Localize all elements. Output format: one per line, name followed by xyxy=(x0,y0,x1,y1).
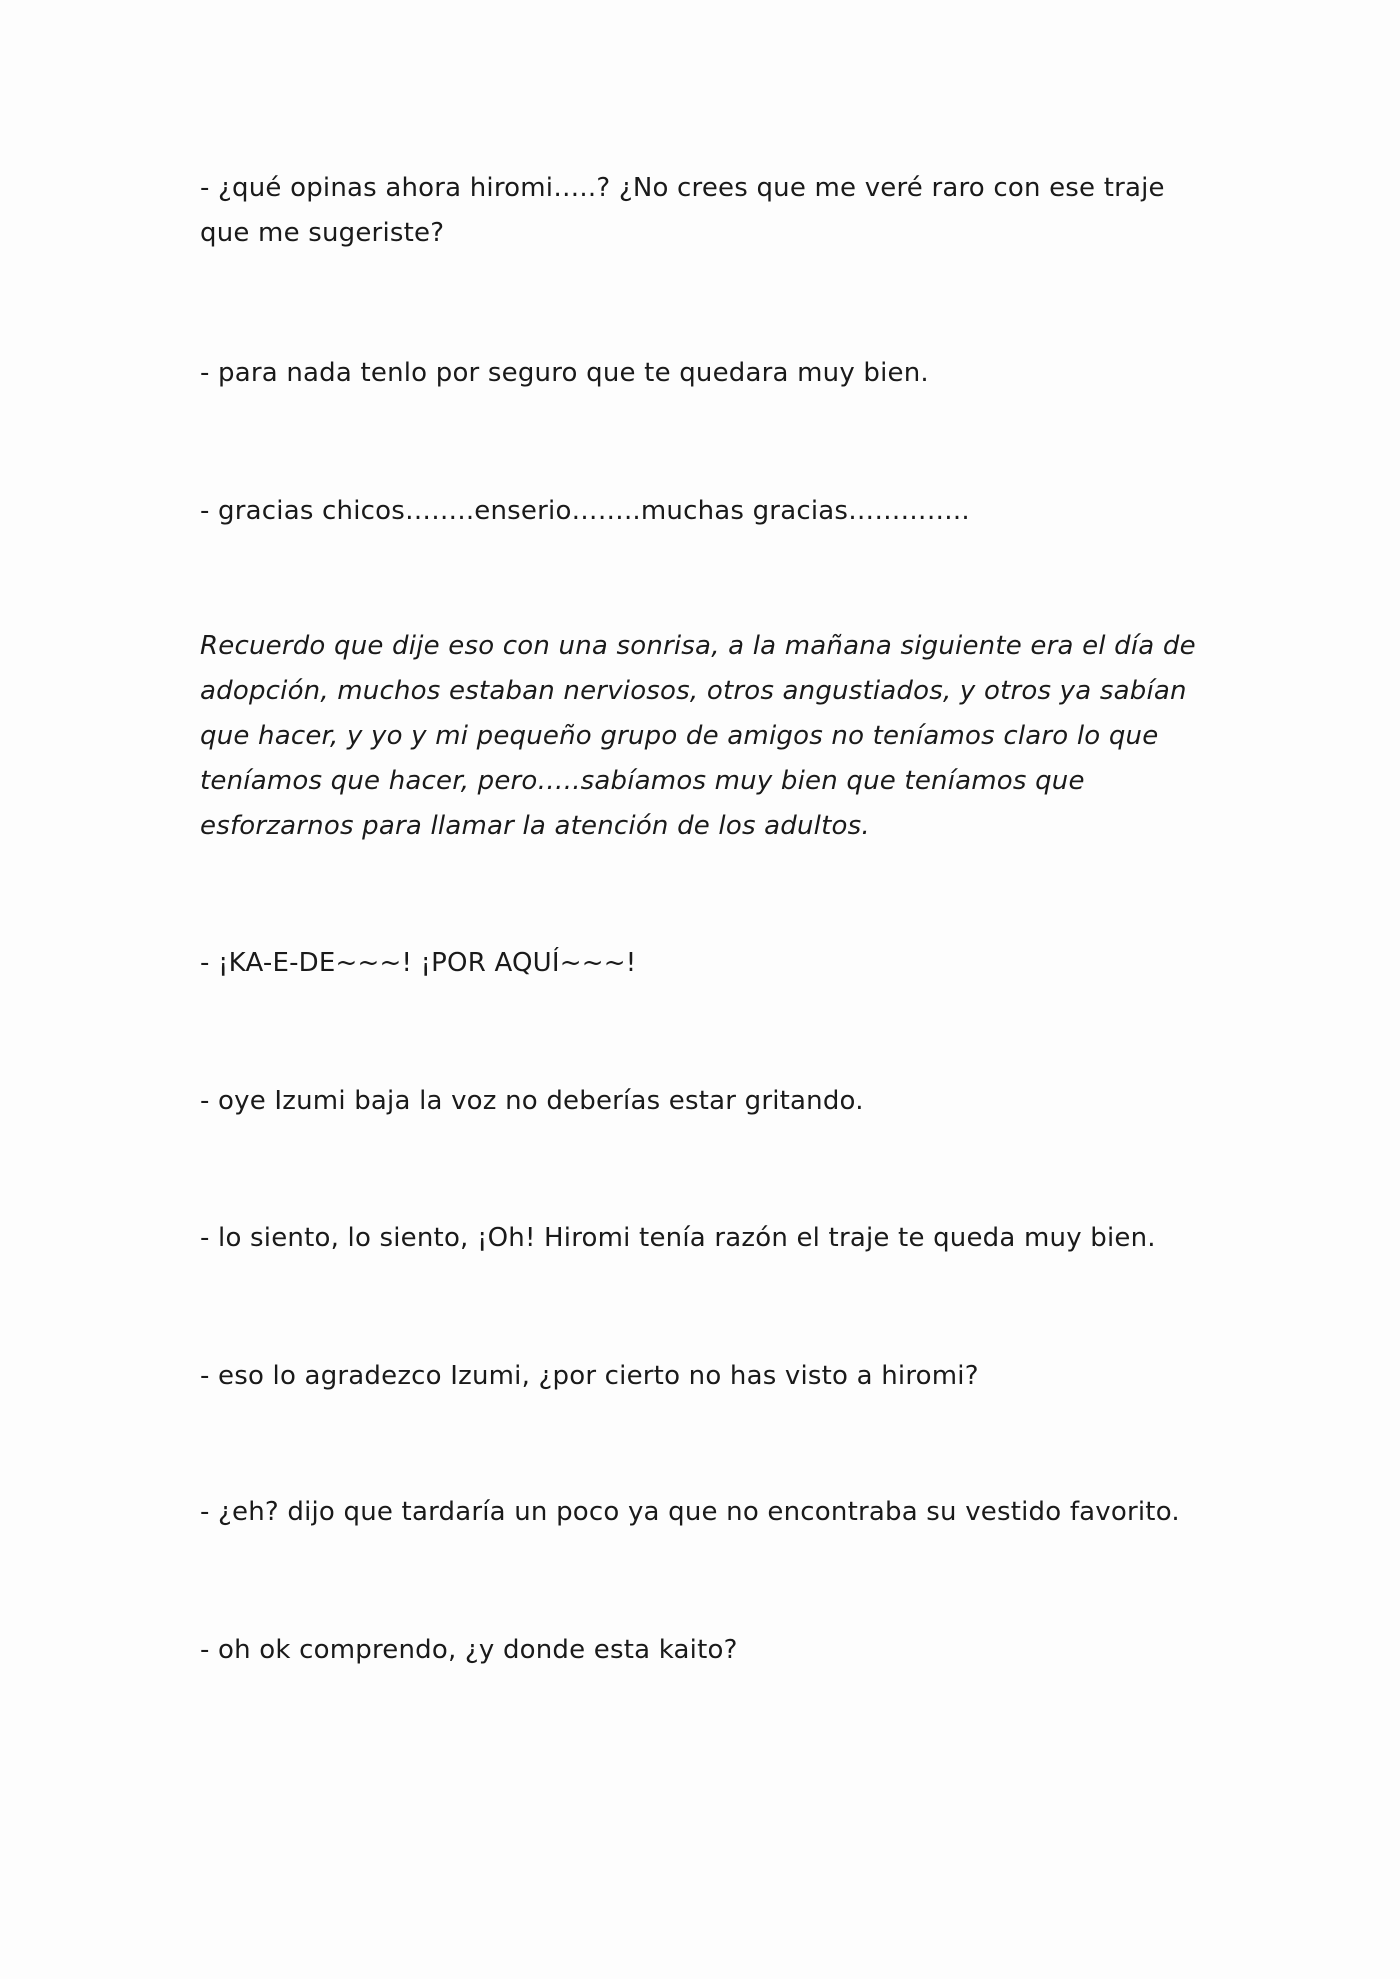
narration-paragraph: Recuerdo que dije eso con una sonrisa, a la mañana siguiente era el día de adopción, muchos estaban nerviosos, otros angustiados, y otros ya sabían que hacer, y yo y mi pequeño grupo de amigos no teníamos claro lo que teníamos que hacer, pero…..sabíamos muy bien que teníamos que esforzarnos para llamar la atención de los adultos. xyxy=(200,631,1196,841)
dialogue-line: - gracias chicos……..enserio……..muchas gracias………….. xyxy=(200,496,970,526)
dialogue-line: - ¡KA-E-DE~~~! ¡POR AQUÍ~~~! xyxy=(200,948,637,978)
dialogue-line: - oh ok comprendo, ¿y donde esta kaito? xyxy=(200,1635,738,1665)
dialogue-line: - ¿eh? dijo que tardaría un poco ya que no encontraba su vestido favorito. xyxy=(200,1497,1180,1527)
dialogue-line: - para nada tenlo por seguro que te quedara muy bien. xyxy=(200,358,929,388)
dialogue-line: - lo siento, lo siento, ¡Oh! Hiromi tenía razón el traje te queda muy bien. xyxy=(200,1223,1156,1253)
dialogue-line: - ¿qué opinas ahora hiromi…..? ¿No crees que me veré raro con ese traje que me sugeriste? xyxy=(200,173,1165,248)
dialogue-line: - eso lo agradezco Izumi, ¿por cierto no has visto a hiromi? xyxy=(200,1361,979,1391)
dialogue-line: - oye Izumi baja la voz no deberías estar gritando. xyxy=(200,1086,864,1116)
